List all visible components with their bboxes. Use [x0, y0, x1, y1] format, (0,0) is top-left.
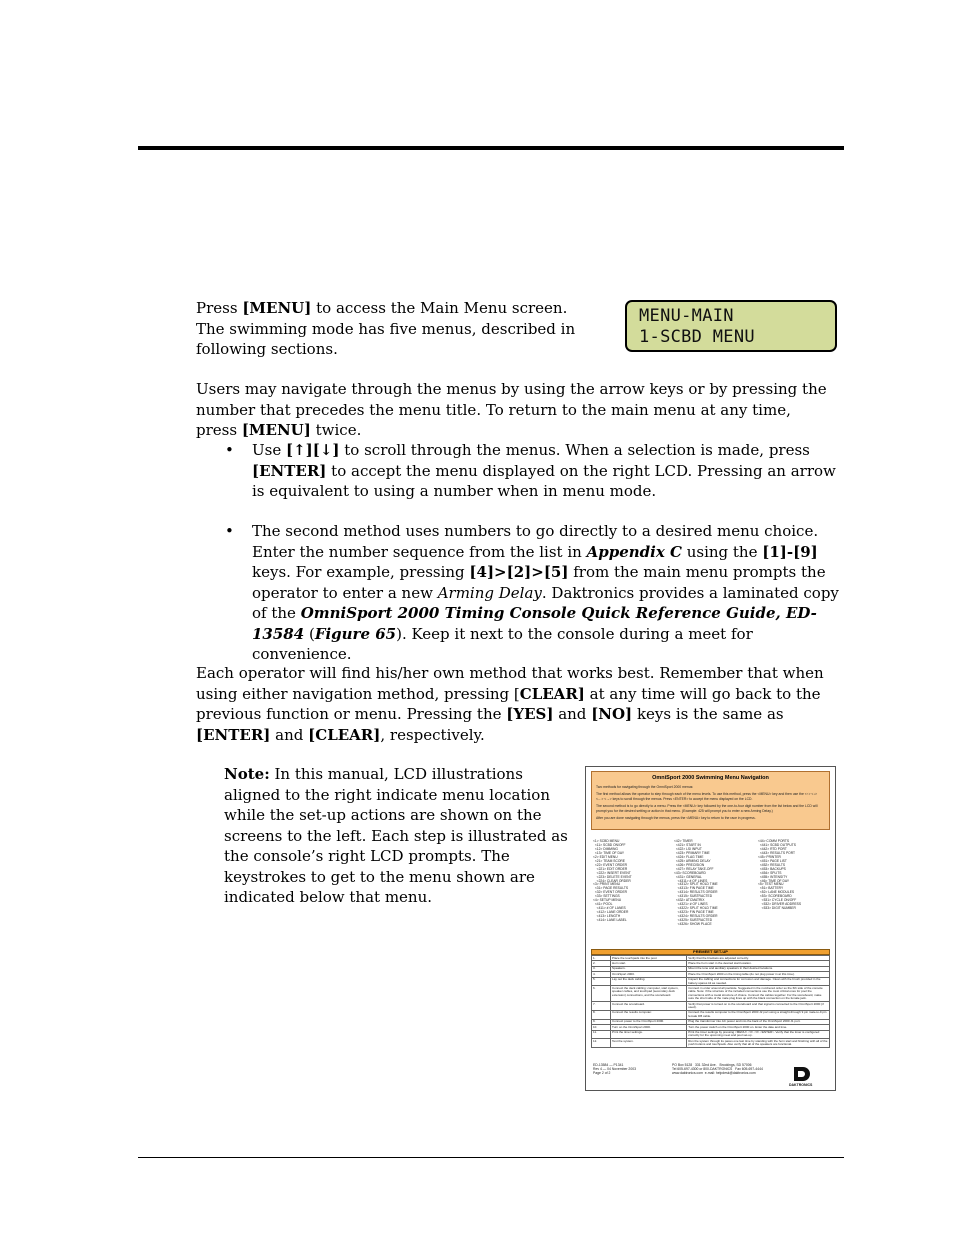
- setup-table-cell: Connect the results computer to the OmniSport 2000 J2 port using a straight-through 9 pin male-to-9 pin female DB cable.: [687, 1010, 830, 1019]
- setup-table-cell: 12.: [592, 1039, 611, 1048]
- setup-table-cell: Connect in order around all poolside. Suggested in the numbered order so the 6th side of the console cable. Note: if the structure of the included connections use the most critical ones for pool the connections with a metal structure of choice. Connect the cables together. For the scoreboard, make sure the short side of the male plug lines up with the black connection on the female jack.: [687, 986, 830, 1002]
- note-label: Note:: [224, 765, 270, 783]
- note-paragraph: [224, 764, 569, 908]
- enter-key-label: [ENTER]: [252, 461, 327, 480]
- quick-reference-card-figure: [585, 766, 836, 1091]
- yes-key-label: [YES]: [506, 705, 554, 723]
- setup-table-cell: 10.: [592, 1025, 611, 1030]
- setup-table-cell: Verify that power is turned on to the scoreboard and that signal is connected to the OmniSport 2000 (if used).: [687, 1002, 830, 1011]
- appendix-reference: Appendix C: [586, 542, 682, 561]
- arrow-keys-label: [↑][↓]: [285, 441, 340, 459]
- card-intro-line: The second method is to go directly to a menu. Press the <MENU> key followed by the one-to-four digit number from the list below and the LCD will: [596, 804, 818, 808]
- bullet-item-1: [252, 440, 844, 502]
- setup-table-cell: 11.: [592, 1030, 611, 1039]
- setup-table-cell: Plug the transformer into AC power and into the back of the OmniSport 2000 J1 port.: [687, 1019, 830, 1024]
- figure-reference: Figure 65: [314, 624, 397, 643]
- setup-table-row: [592, 1039, 830, 1048]
- intro-paragraph: [196, 298, 596, 360]
- operator-e: and: [270, 725, 309, 744]
- card-footer-left: ED-13584 — P1341 Rev 4 — 04 November 2003 Page 2 of 2: [593, 1063, 636, 1075]
- intro-press-text: Press: [196, 299, 243, 317]
- setup-table-cell: Speakers.: [611, 966, 687, 971]
- setup-table-cell: 6.: [592, 986, 611, 1002]
- setup-table-cell: 4.: [592, 972, 611, 977]
- setup-table-cell: 1.: [592, 956, 611, 961]
- b2-b: using the: [681, 542, 763, 561]
- b1-text: to scroll through the menus. When a selection is made, press: [339, 441, 810, 459]
- lcd-line-2: 1-SCBD MENU: [639, 327, 755, 347]
- daktronics-logo-icon-inner: [798, 1071, 805, 1077]
- note-text: In this manual, LCD illustrations aligned to the right indicate menu location while the set-up actions are shown on the screens to the left. Each step is illustrated as the console’s right LCD prompts. The keystrokes to get to the menu shown are indicated below that menu.: [224, 765, 568, 906]
- operator-b: at any time will go back to the previous function or menu. Pressing the: [196, 684, 821, 723]
- no-key-label: [NO]: [591, 705, 633, 723]
- arming-delay-term: Arming Delay: [437, 583, 542, 602]
- b1-use: Use: [252, 441, 286, 459]
- setup-table-cell: 3.: [592, 966, 611, 971]
- daktronics-logo-text: DAKTRONICS: [789, 1083, 813, 1087]
- operator-d: keys is the same as: [632, 705, 784, 723]
- key-sequence-label: [4]>[2]>[5]: [469, 563, 569, 581]
- setup-table-row: [592, 1030, 830, 1039]
- lcd-display: [625, 300, 837, 352]
- setup-table-cell: Turn the power switch on the OmniSport 2000 on. Enter the date and time.: [687, 1025, 830, 1030]
- setup-table-row: [592, 977, 830, 986]
- lcd-line-1: MENU-MAIN: [639, 306, 734, 326]
- card-setup-table: [591, 955, 830, 1048]
- setup-table-cell: Run the system through its paces one last time by standing with the horn start and finishing with all of the push buttons and touchpads. Also verify that all of the speakers are functional.: [687, 1039, 830, 1048]
- b1-tail: to accept the menu displayed on the right LCD. Pressing an arrow is equivalent to using a number when in menu mode.: [252, 461, 836, 500]
- operator-c: and: [553, 705, 592, 723]
- setup-table-cell: Connect the scoreboard.: [611, 1002, 687, 1011]
- setup-table-cell: Mount the tone and auxiliary speakers in their desired locations.: [687, 966, 830, 971]
- quick-reference-guide-title: OmniSport 2000 Timing Console Quick Reference Guide, ED-13584: [252, 604, 817, 643]
- b2-f: (: [304, 624, 315, 643]
- b2-g: ). Keep it next to the console during a meet for convenience.: [252, 624, 753, 663]
- clear-key-label-2: [CLEAR]: [308, 725, 381, 744]
- setup-table-cell: 2.: [592, 961, 611, 966]
- setup-table-cell: Verify that the brackets are adjusted correctly.: [687, 956, 830, 961]
- number-keys-label: [1]-[9]: [762, 542, 818, 561]
- setup-table-cell: Place the OmniSport 2000 on the timing table (do not plug power in at this time).: [687, 972, 830, 977]
- clear-key-label: CLEAR]: [519, 684, 585, 703]
- setup-table-cell: Connect the deck cabling: computer, start system, speaker cables, and touchpad (secondary deck extension) connections, and the scoreboard.: [611, 986, 687, 1002]
- setup-table-row: [592, 986, 830, 1002]
- bottom-rule: [138, 1157, 844, 1158]
- card-intro-line: The first method allows the operator to step through each of the menu levels. To use this method, press the <MENU> key and then use the <↑> <↓>: [596, 792, 818, 796]
- card-menu-column-1: <1> SCBD MENU <11> SCBD ON/OFF <12> DIMMING <13> TIME OF DAY <2> EDIT MENU <21> TEAM SCORE <22> EVENT ORDER <221> EDIT ORDER <222> INSERT EVENT <223> DELETE EVENT <224> CLEAR ORDER <3> PRINT MENU <31> PAGE RESULTS <32> EVENT ORDER <33> SETTINGS <4> SETUP MENU <41> POOL <411> # OF LANES <412> LANE ORDER <413> LENGTH <414> LANE LABEL: [593, 839, 632, 923]
- b2-c: keys. For example, pressing: [252, 563, 470, 581]
- b2-a: The second method uses numbers to go directly to a desired menu choice. Enter the number sequence from the list in: [252, 522, 819, 561]
- navigate-text: Users may navigate through the menus by using the arrow keys or by pressing the number that precedes the menu title. To return to the main menu at any time, press: [196, 380, 827, 439]
- top-rule: [138, 146, 844, 150]
- bullet-marker-1: •: [225, 441, 234, 459]
- intro-text-2: The swimming mode has five menus, described in: [196, 319, 576, 338]
- b2-d: from the main menu prompts the operator to enter a new: [252, 563, 826, 602]
- navigate-menu-key: [MENU]: [241, 421, 311, 439]
- navigate-tail: twice.: [310, 421, 362, 439]
- setup-table-cell: 9.: [592, 1019, 611, 1024]
- bullet-item-2: [252, 521, 844, 665]
- operator-a: Each operator will find his/her own method that works best. Remember that when using either navigation method, pressing [: [196, 664, 824, 703]
- setup-table-cell: Horn start.: [611, 961, 687, 966]
- b2-e: . Daktronics provides a laminated copy of the: [252, 583, 839, 622]
- setup-table-cell: Connect the results computer.: [611, 1010, 687, 1019]
- card-intro-line: Two methods for navigating through the OmniSport 2000 menus:: [596, 785, 694, 789]
- bullet-marker-2: •: [225, 522, 234, 540]
- setup-table-cell: Print the timer settings by pressing <MENU> <3> <3> <ENTER>. Verify that the timer is configured correctly for the upcoming meet and pool set-up.: [687, 1030, 830, 1039]
- card-intro-line: <←> <→> keys to scroll through the menus. Press <ENTER> to accept the menu displayed on the LCD.: [596, 796, 753, 801]
- setup-table-cell: Inspect the cabling and connections for corrosion and damage. Clean with the brush provided in the battery-spares kit as needed.: [687, 977, 830, 986]
- operator-f: , respectively.: [380, 725, 485, 744]
- setup-table-cell: OmniSport 2000.: [611, 972, 687, 977]
- intro-text-3: following sections.: [196, 340, 338, 358]
- card-menu-column-2: <42> TIMER <421> START IN <422> LSI INPUT <423> PRIMARY TIME <424> FLAG TIME <425> ARMING DELAY <426> PRECISION <427> RELAY TAKE-OFF <43> SCOREBOARD <431> GENERAL <4311> # OF LINES <4312> SPLIT HOLD TIME <4313> FIN PAGE TIME <4314> RESULTS ORDER <4315> SUBTRACTED <432> ATCMATRIX <4321> # OF LINES <4322> SPLIT HOLD TIME <4323> FIN PAGE TIME <4324> RESULTS ORDER <4325> SUBTRACTED <4326> SHOW PLACE: [674, 839, 718, 927]
- card-intro-line: After you are done navigating through the menus, press the <MENU> key to return to the race in progress.: [596, 816, 756, 820]
- intro-text-1: to access the Main Menu screen.: [311, 299, 568, 317]
- setup-table-cell: 8.: [592, 1010, 611, 1019]
- setup-table-cell: Test the system.: [611, 1039, 687, 1048]
- operator-paragraph: [196, 663, 836, 745]
- setup-table-cell: Lay out the deck cabling.: [611, 977, 687, 986]
- setup-table-cell: 7.: [592, 1002, 611, 1011]
- card-footer-contact: PO Box 5128 331 32nd Ave. Brookings, SD 57006 Tel 605-697-4300 or 800-DAKTRONICS Fax 605-697-4444 www.daktronics.com e-mail: helpdesk@daktronics.com: [672, 1063, 763, 1075]
- menu-key-label: [MENU]: [242, 299, 312, 317]
- enter-key-label-2: [ENTER]: [196, 725, 271, 744]
- card-intro-line: prompt you for the desired setting or action in that menu. (Example: 425 will prompt you to enter a new Arming Delay.): [596, 808, 773, 813]
- setup-table-row: [592, 1002, 830, 1011]
- setup-table-cell: Place the horn start in the desired start location.: [687, 961, 830, 966]
- setup-table-cell: Connect power to the OmniSport 2000.: [611, 1019, 687, 1024]
- setup-table-row: [592, 1010, 830, 1019]
- card-menu-column-3: <44> COMM PORTS <441> SCBD OUTPUTS <442> RTD PORT <443> RESULTS PORT <45> PRINTER <451> PAGE LIST <452> RESULTS <453> BACKUPS <454> SPLITS <455> INTENSITY <46> TIME OF DAY <5> TEST MENU <51> BATTERY <52> LANE MODULES <53> SCOREBOARD <531> CYCLE ON/OFF <532> DRIVER ADDRESS <533> DIGIT NUMBER: [758, 839, 802, 911]
- card-title: OmniSport 2000 Swimming Menu Navigation: [652, 775, 769, 781]
- setup-table-cell: Turn on the OmniSport 2000.: [611, 1025, 687, 1030]
- navigate-paragraph: [196, 379, 836, 441]
- card-setup-header: PREMEET SET-UP: [591, 949, 830, 955]
- setup-table-cell: Place the touchpads into the pool.: [611, 956, 687, 961]
- setup-table-cell: Print the timer settings.: [611, 1030, 687, 1039]
- card-header: [591, 771, 830, 830]
- setup-table-cell: 5.: [592, 977, 611, 986]
